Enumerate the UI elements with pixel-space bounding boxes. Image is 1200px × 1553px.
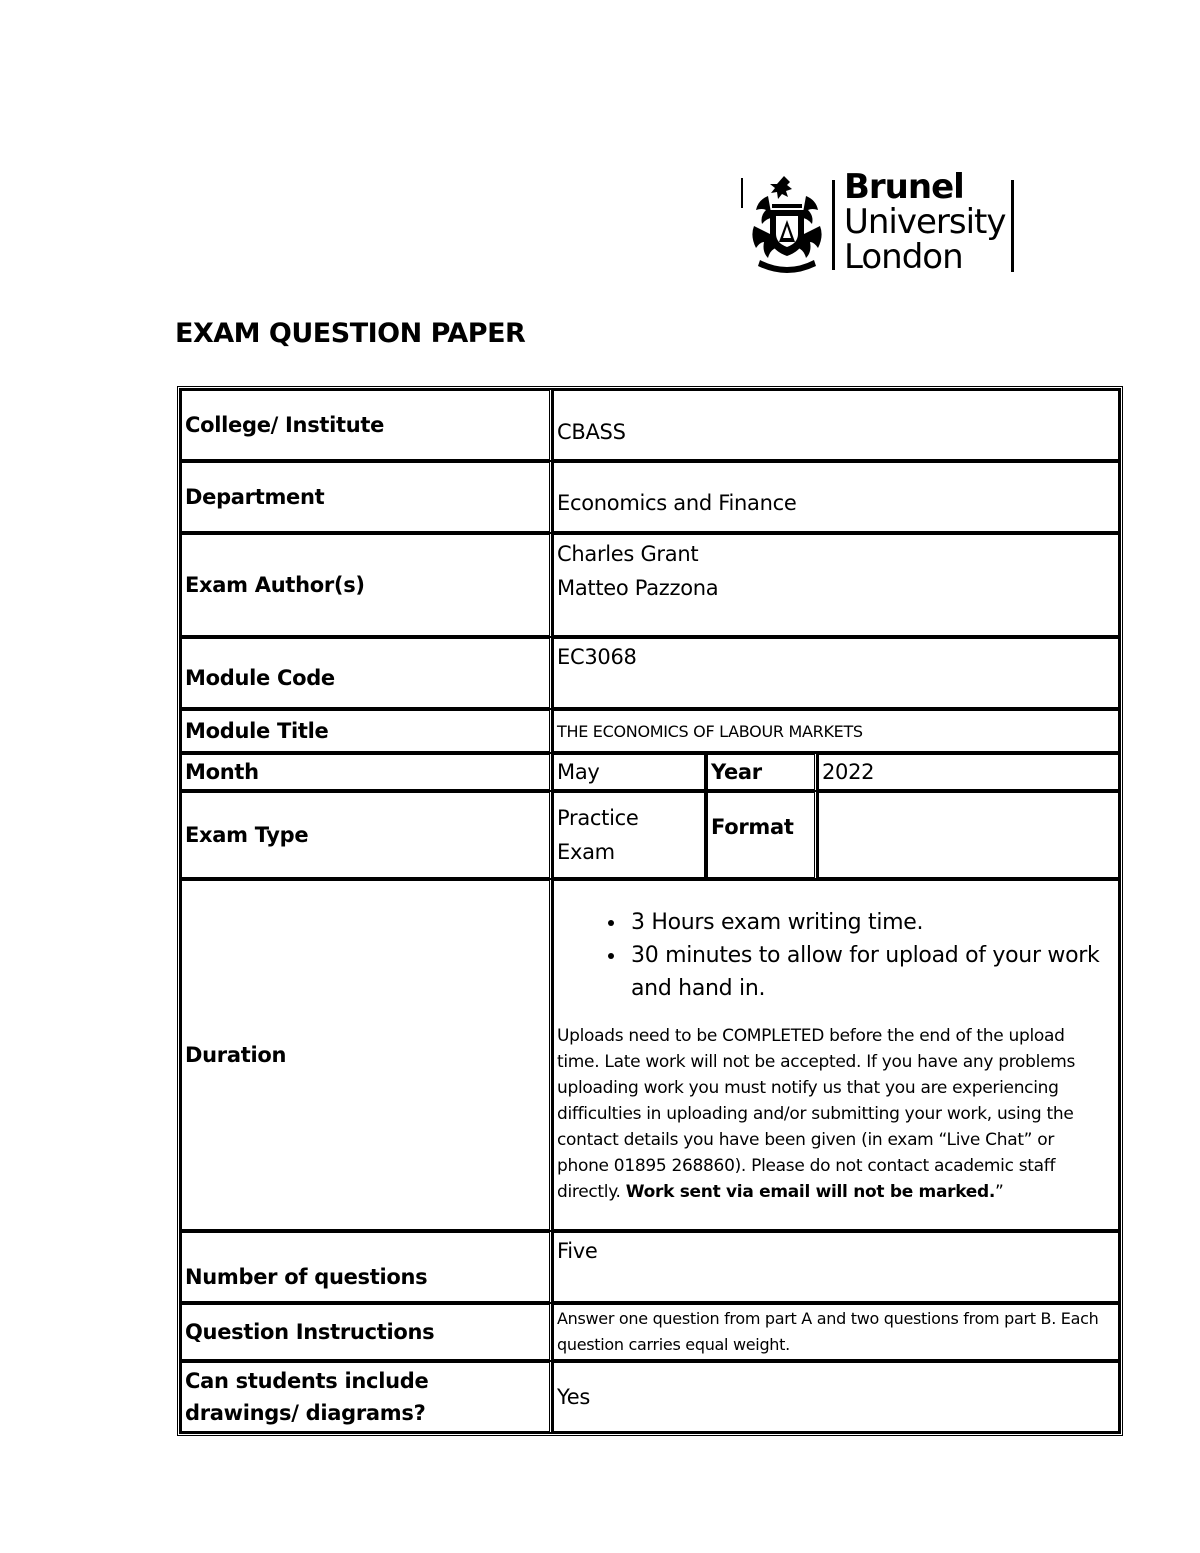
exam-details-table [177, 386, 1123, 1436]
table-row [180, 753, 1120, 791]
duration-label: Duration [180, 879, 552, 1231]
table-row [180, 1303, 1120, 1361]
author-name: Charles Grant [557, 542, 699, 566]
upload-note [557, 1023, 1110, 1205]
exam-type-value: Practice Exam [552, 791, 706, 879]
year-label: Year [706, 753, 817, 791]
logo-divider [1011, 180, 1014, 272]
module-title-label: Module Title [180, 709, 552, 753]
logo-word-brunel: Brunel [844, 167, 964, 207]
university-logo [738, 167, 1018, 278]
logo-word-london: London [844, 237, 963, 277]
table-row [180, 389, 1120, 461]
upload-note-end: ” [995, 1181, 1004, 1202]
duration-value [552, 879, 1120, 1231]
table-row [180, 461, 1120, 533]
college-label: College/ Institute [180, 389, 552, 461]
month-value: May [552, 753, 706, 791]
format-value [817, 791, 1120, 879]
instructions-value: Answer one question from part A and two questions from part B. Each question carries equal weight. [552, 1303, 1120, 1361]
num-questions-value: Five [552, 1231, 1120, 1303]
module-code-value: EC3068 [552, 637, 1120, 709]
table-row [180, 533, 1120, 637]
list-item: • 3 Hours exam writing time. [627, 906, 1110, 939]
module-code-label: Module Code [180, 637, 552, 709]
logo-divider [832, 180, 835, 270]
authors-label: Exam Author(s) [180, 533, 552, 637]
table-row [180, 709, 1120, 753]
college-value: CBASS [552, 389, 1120, 461]
upload-note-warning: Work sent via email will not be marked. [625, 1181, 996, 1202]
page-title: EXAM QUESTION PAPER [175, 318, 526, 349]
upload-note-text: Uploads need to be COMPLETED before the end of the upload time. Late work will not be accepted. If you have any problems uploading work you must notify us that you are experiencing difficulties in uploading and/or submitting your work, using the contact details you have been given (in exam “Live Chat” or phone 01895 268860). Please do not contact academic staff directly. [557, 1025, 1076, 1202]
logo-wordmark [844, 167, 1006, 277]
table-row [180, 637, 1120, 709]
table-row [180, 791, 1120, 879]
format-label: Format [706, 791, 817, 879]
author-name: Matteo Pazzona [557, 576, 719, 600]
month-label: Month [180, 753, 552, 791]
table-row [180, 879, 1120, 1231]
logo-divider [741, 178, 743, 208]
department-label: Department [180, 461, 552, 533]
exam-type-label: Exam Type [180, 791, 552, 879]
instructions-label: Question Instructions [180, 1303, 552, 1361]
authors-value [552, 533, 1120, 637]
department-value: Economics and Finance [552, 461, 1120, 533]
table-row [180, 1231, 1120, 1303]
drawings-label: Can students include drawings/ diagrams? [180, 1361, 552, 1433]
drawings-value: Yes [552, 1361, 1120, 1433]
duration-list [557, 906, 1110, 1005]
num-questions-label: Number of questions [180, 1231, 552, 1303]
table-row [180, 1361, 1120, 1433]
list-item: • 30 minutes to allow for upload of your work and hand in. [627, 939, 1110, 1005]
year-value: 2022 [817, 753, 1120, 791]
logo-word-university: University [844, 202, 1006, 242]
module-title-value: THE ECONOMICS OF LABOUR MARKETS [552, 709, 1120, 753]
crest-icon [748, 174, 826, 276]
